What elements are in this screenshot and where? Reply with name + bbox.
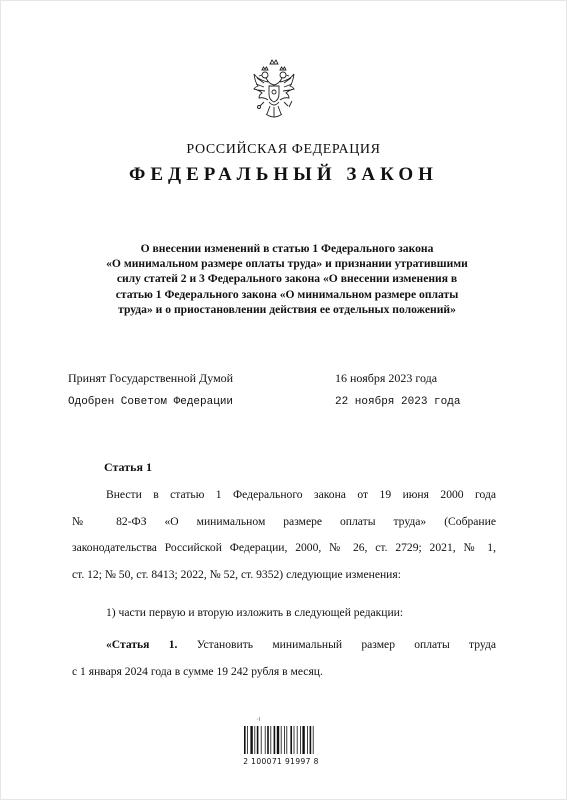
barcode-mark-icon: ◦ⅼ: [256, 717, 261, 723]
barcode-number: 2 100071 91997 8: [243, 757, 319, 766]
law-subject-title: [62, 241, 512, 317]
barcode-bar: [270, 726, 271, 754]
quoted-article-label: «Статья 1.: [106, 638, 178, 651]
subject-line: «О минимальном размере оплаты труда» и признании утратившими: [106, 257, 468, 271]
barcode-bar: [307, 726, 308, 754]
paragraph-line: № 82-ФЗ «О минимальном размере оплаты труда» (Собрание: [72, 514, 496, 528]
barcode-bar: [297, 726, 298, 754]
subject-line: О внесении изменений в статью 1 Федерального закона: [140, 242, 434, 255]
barcode-bar: [286, 726, 287, 754]
amendment-item-1: [72, 600, 496, 627]
barcode-bar: [281, 726, 282, 754]
barcode-bar: [284, 726, 285, 754]
barcode-bar: [277, 726, 279, 754]
law-type-title: ФЕДЕРАЛЬНЫЙ ЗАКОН: [129, 164, 438, 185]
subject-line: статью 1 Федерального закона «О минимальном размере оплаты: [115, 287, 459, 301]
subject-line: труда» и о приостановлении действия ее отдельных положений»: [118, 302, 456, 316]
barcode-bar: [250, 726, 252, 754]
duma-adoption-label: Принят Государственной Думой: [68, 371, 234, 385]
country-heading: РОССИЙСКАЯ ФЕДЕРАЦИЯ: [186, 142, 381, 157]
paragraph-line: ст. 12; № 50, ст. 8413; 2022, № 52, ст. 9352) следующие изменения:: [72, 567, 401, 581]
paragraph-line: Внести в статью 1 Федерального закона от 19 июня 2000 года: [106, 488, 496, 501]
quoted-article-paragraph: [72, 632, 496, 685]
article-intro-paragraph: [72, 482, 496, 588]
barcode-bar: [310, 726, 312, 754]
barcode-bar: [257, 726, 259, 754]
article-heading: Статья 1: [104, 460, 152, 474]
barcode-bar: [247, 726, 248, 754]
duma-adoption-date: 16 ноября 2023 года: [335, 371, 438, 385]
barcode-bar: [302, 726, 304, 754]
barcode-bar: [300, 726, 301, 754]
barcode-bar: [274, 726, 276, 754]
barcode-bar: [294, 726, 295, 754]
barcode-bar: [265, 726, 266, 754]
barcode-bar: [254, 726, 255, 754]
paragraph-line: [72, 632, 496, 659]
barcode-bar: [290, 726, 292, 754]
coat-of-arms-emblem: [252, 58, 296, 126]
paragraph-line: законодательства Российской Федерации, 2000, № 26, ст. 2729; 2021, № 1,: [72, 541, 496, 554]
paragraph-line: 1) части первую и вторую изложить в следующей редакции:: [106, 606, 404, 619]
barcode-bar: [267, 726, 269, 754]
council-approval-date: 22 ноября 2023 года: [335, 396, 461, 408]
quoted-article-text: Установить минимальный размер оплаты труда: [177, 638, 496, 651]
council-approval-label: Одобрен Советом Федерации: [68, 396, 234, 408]
barcode-bar: [261, 726, 262, 754]
barcode-bar: [244, 726, 246, 754]
paragraph-line: с 1 января 2024 года в сумме 19 242 рубля в месяц.: [72, 664, 323, 678]
subject-line: силу статей 2 и 3 Федерального закона «О внесении изменения в: [116, 272, 458, 286]
barcode-bar: [313, 726, 314, 754]
